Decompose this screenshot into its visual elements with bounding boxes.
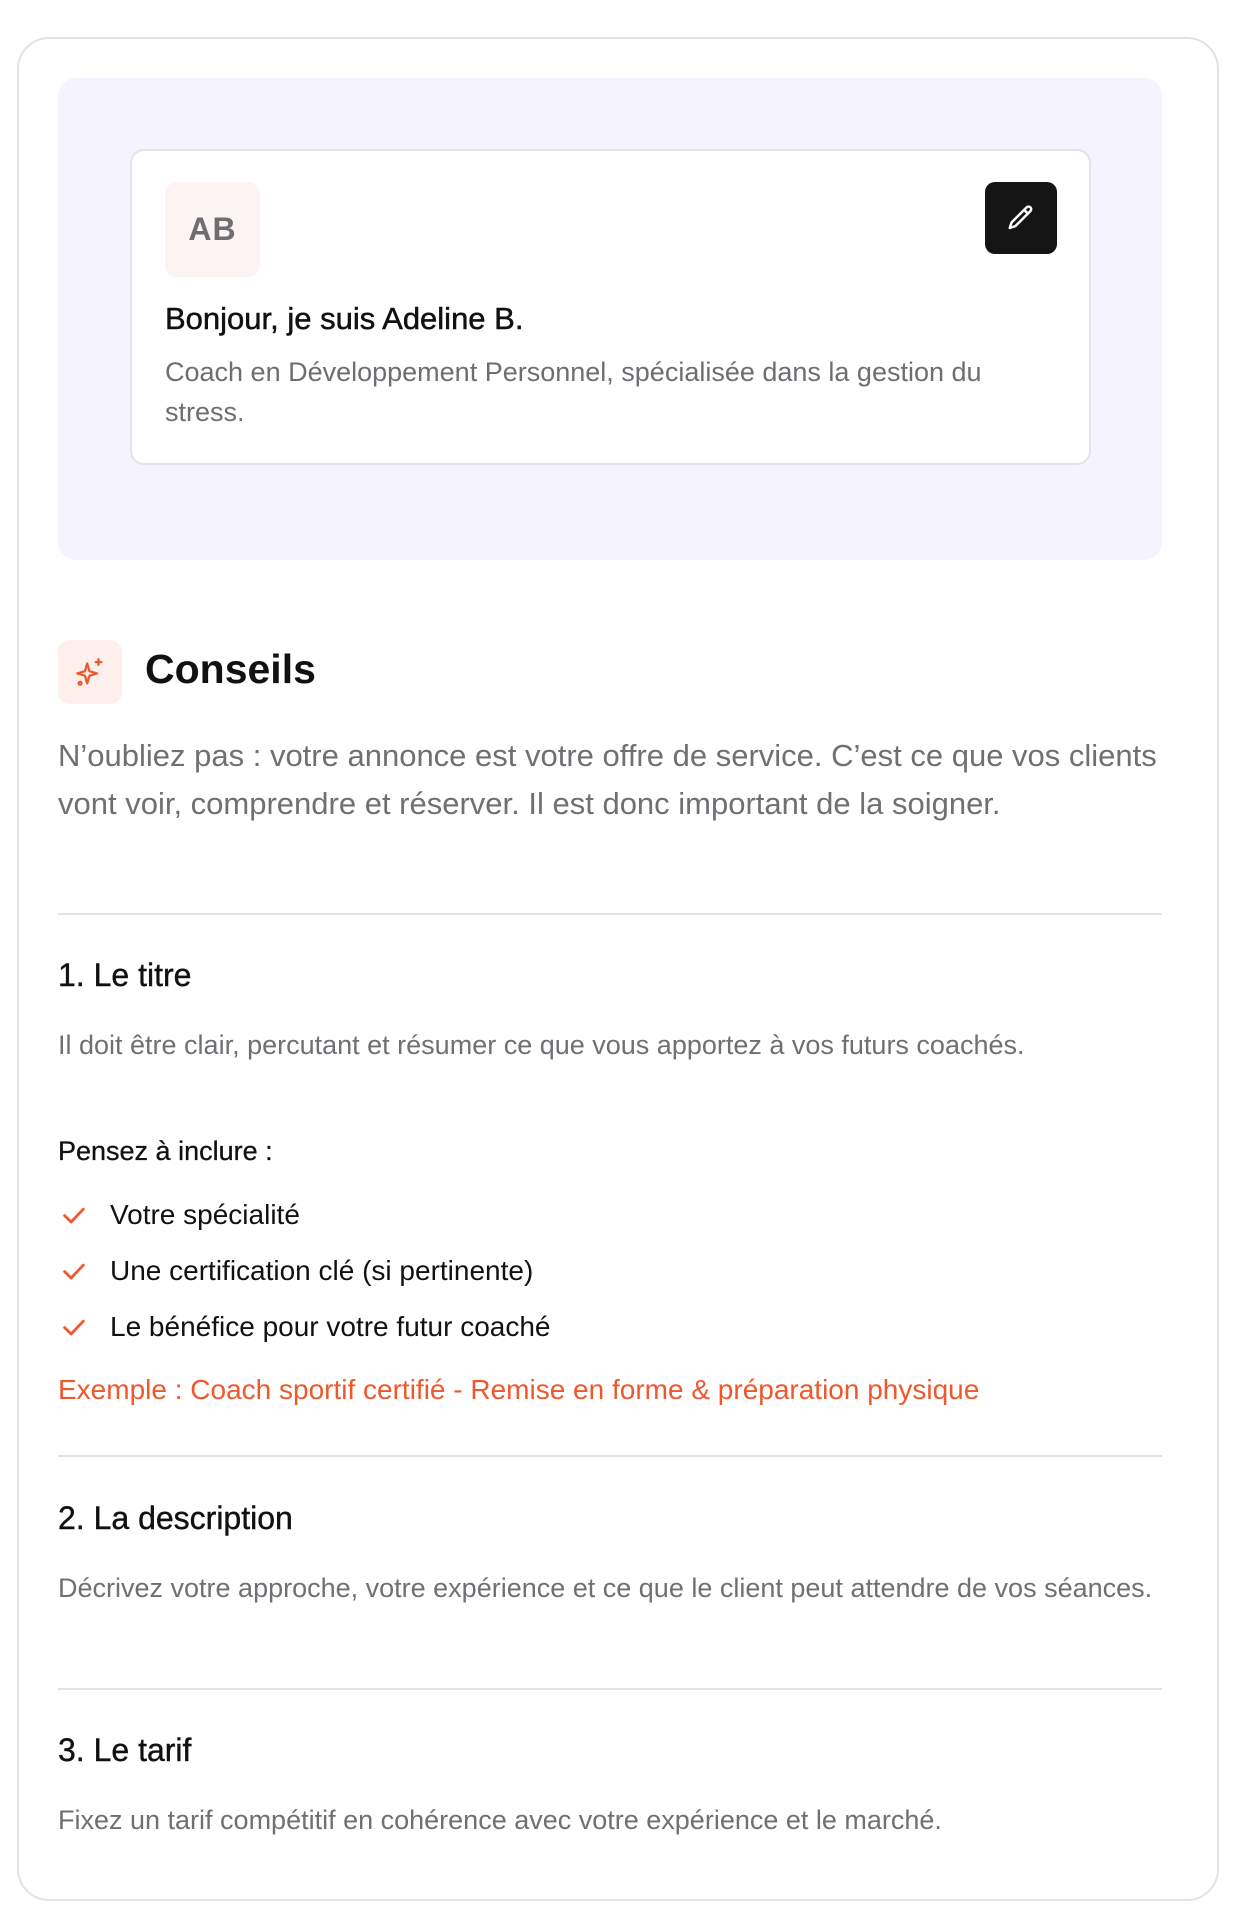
divider: [58, 1455, 1162, 1457]
include-label: Pensez à inclure :: [58, 1136, 273, 1166]
list-item-label: Votre spécialité: [110, 1199, 300, 1230]
tips-intro: N’oubliez pas : votre annonce est votre offre de service. C’est ce que vos clients vont voir, comprendre et réserver. Il est donc important de la soigner.: [58, 738, 1157, 821]
checklist: [58, 1187, 551, 1355]
profile-card: [130, 149, 1091, 465]
avatar: AB: [165, 182, 260, 277]
profile-greeting: Bonjour, je suis Adeline B.: [165, 301, 524, 336]
example-text: Exemple : Coach sportif certifié - Remise en forme & préparation physique: [58, 1374, 980, 1405]
section-title-description: 2. La description: [58, 1500, 293, 1536]
section-title-tarif: 3. Le tarif: [58, 1732, 192, 1768]
sparkles-icon: [73, 655, 107, 689]
list-item: [58, 1299, 551, 1355]
tips-title: Conseils: [145, 646, 316, 692]
profile-subtitle: Coach en Développement Personnel, spécialisée dans la gestion du stress.: [165, 357, 982, 427]
check-icon: [58, 1255, 90, 1287]
list-item: [58, 1187, 551, 1243]
list-item-label: Une certification clé (si pertinente): [110, 1255, 534, 1286]
check-icon: [58, 1199, 90, 1231]
list-item-label: Le bénéfice pour votre futur coaché: [110, 1311, 551, 1342]
section-text-tarif: Fixez un tarif compétitif en cohérence avec votre expérience et le marché.: [58, 1805, 942, 1835]
divider: [58, 913, 1162, 915]
section-text-description: Décrivez votre approche, votre expérience et ce que le client peut attendre de vos séances.: [58, 1573, 1153, 1603]
section-title-titre: 1. Le titre: [58, 957, 192, 993]
section-text-titre: Il doit être clair, percutant et résumer ce que vous apportez à vos futurs coachés.: [58, 1030, 1025, 1060]
list-item: [58, 1243, 551, 1299]
pencil-icon: [1006, 203, 1036, 233]
check-icon: [58, 1311, 90, 1343]
tips-icon-badge: [58, 640, 122, 704]
divider: [58, 1688, 1162, 1690]
edit-profile-button[interactable]: [985, 182, 1057, 254]
